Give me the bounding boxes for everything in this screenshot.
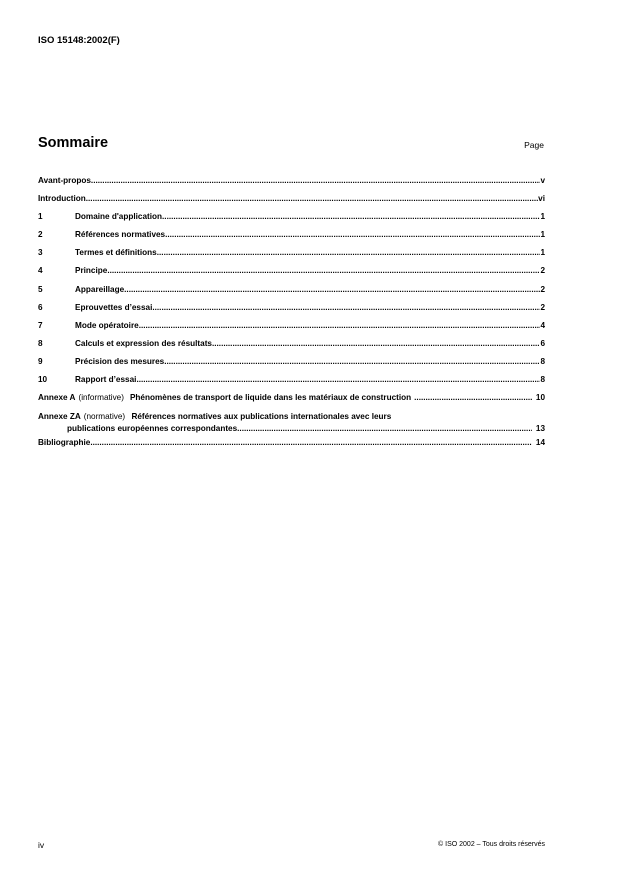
toc-entry-1[interactable] xyxy=(38,212,545,230)
toc-entry-title: Phénomènes de transport de liquide dans les matériaux de construction xyxy=(129,393,412,403)
toc-entry-8[interactable] xyxy=(38,339,545,357)
toc-entry-number: 9 xyxy=(38,356,43,366)
toc-entry-page: 1 xyxy=(540,248,545,258)
page-title: Sommaire xyxy=(38,135,109,151)
toc-entry-title: Introduction xyxy=(38,194,86,204)
toc-entry-number: 3 xyxy=(38,248,43,258)
dot-leader xyxy=(157,248,541,257)
toc-entry-number: 7 xyxy=(38,320,43,330)
toc-entry-number: 1 xyxy=(38,212,43,222)
annex-prefix: Annexe ZA xyxy=(38,412,81,422)
toc-entry-page: 1 xyxy=(540,230,545,240)
page-column-label: Page xyxy=(524,140,544,150)
footer-page-number: iv xyxy=(38,840,45,850)
toc-entry-annex-za[interactable] xyxy=(38,411,545,435)
toc-entry-page: 2 xyxy=(540,266,545,276)
toc-entry-title: Principe xyxy=(75,266,108,276)
toc-entry-title-continued: publications européennes correspondantes xyxy=(67,424,238,434)
toc-entry-page: v xyxy=(540,176,545,185)
toc-entry-title: Termes et définitions xyxy=(75,248,157,258)
dot-leader xyxy=(414,393,532,402)
toc-entry-title: Références normatives aux publications internationales avec leurs xyxy=(131,412,392,422)
toc-entry-title: Avant-propos xyxy=(38,176,91,185)
dot-leader xyxy=(86,194,538,203)
toc-entry-6[interactable] xyxy=(38,303,545,321)
dot-leader xyxy=(136,375,540,384)
toc-entry-page: 8 xyxy=(540,356,545,366)
toc-entry-foreword[interactable] xyxy=(38,176,545,194)
toc-entry-2[interactable] xyxy=(38,230,545,248)
document-id: ISO 15148:2002(F) xyxy=(38,35,120,46)
toc-entry-bibliography[interactable] xyxy=(38,438,545,456)
toc-entry-number: 4 xyxy=(38,266,43,276)
toc-entry-5[interactable] xyxy=(38,285,545,303)
toc-entry-annex-a[interactable] xyxy=(38,393,545,411)
toc-entry-page: 13 xyxy=(535,424,545,434)
toc-entry-7[interactable] xyxy=(38,321,545,339)
toc-entry-title: Calculs et expression des résultats xyxy=(75,338,212,348)
toc-entry-title: Appareillage xyxy=(75,284,125,294)
toc-entry-title: Précision des mesures xyxy=(75,356,165,366)
toc-entry-page: 6 xyxy=(540,338,545,348)
toc-entry-title: Références normatives xyxy=(75,230,166,240)
toc-entry-number: 8 xyxy=(38,338,43,348)
toc-entry-introduction[interactable] xyxy=(38,194,545,212)
annex-za-second-line xyxy=(38,423,545,435)
toc-entry-page: 4 xyxy=(540,320,545,330)
toc-entry-page: 2 xyxy=(540,284,545,294)
toc-entry-page: vi xyxy=(538,194,545,204)
toc-entry-page: 10 xyxy=(535,393,545,403)
toc-entry-page: 14 xyxy=(535,438,545,448)
toc-entry-title: Mode opératoire xyxy=(75,320,139,330)
toc-entry-10[interactable] xyxy=(38,375,545,393)
toc-entry-number: 10 xyxy=(38,375,48,385)
annex-za-first-line xyxy=(38,411,545,423)
dot-leader xyxy=(152,303,540,312)
dot-leader xyxy=(139,321,541,330)
toc-entry-title: Rapport d’essai xyxy=(75,375,137,385)
toc-entry-page: 8 xyxy=(540,375,545,385)
dot-leader xyxy=(164,357,540,366)
annex-prefix: Annexe A xyxy=(38,393,76,403)
annex-qualifier: (informative) xyxy=(78,393,124,403)
dot-leader xyxy=(212,339,540,348)
dot-leader xyxy=(107,266,540,275)
toc-entry-4[interactable] xyxy=(38,266,545,284)
toc-entry-9[interactable] xyxy=(38,357,545,375)
toc-entry-number: 5 xyxy=(38,284,43,294)
toc-entry-number: 2 xyxy=(38,230,43,240)
toc-entry-title: Bibliographie xyxy=(38,438,91,448)
dot-leader xyxy=(165,230,540,239)
dot-leader xyxy=(124,285,540,294)
dot-leader xyxy=(91,176,541,185)
annex-qualifier: (normative) xyxy=(83,412,126,422)
dot-leader xyxy=(162,212,540,221)
toc-entry-number: 6 xyxy=(38,302,43,312)
toc-entry-title: Domaine d'application xyxy=(75,212,163,222)
toc-entry-title: Eprouvettes d’essai xyxy=(75,302,153,312)
toc-entry-3[interactable] xyxy=(38,248,545,266)
dot-leader xyxy=(237,423,532,435)
toc-entry-page: 2 xyxy=(540,302,545,312)
footer-copyright: © ISO 2002 – Tous droits réservés xyxy=(438,841,545,848)
toc-entry-page: 1 xyxy=(540,212,545,222)
dot-leader xyxy=(90,438,532,447)
table-of-contents xyxy=(38,176,545,456)
